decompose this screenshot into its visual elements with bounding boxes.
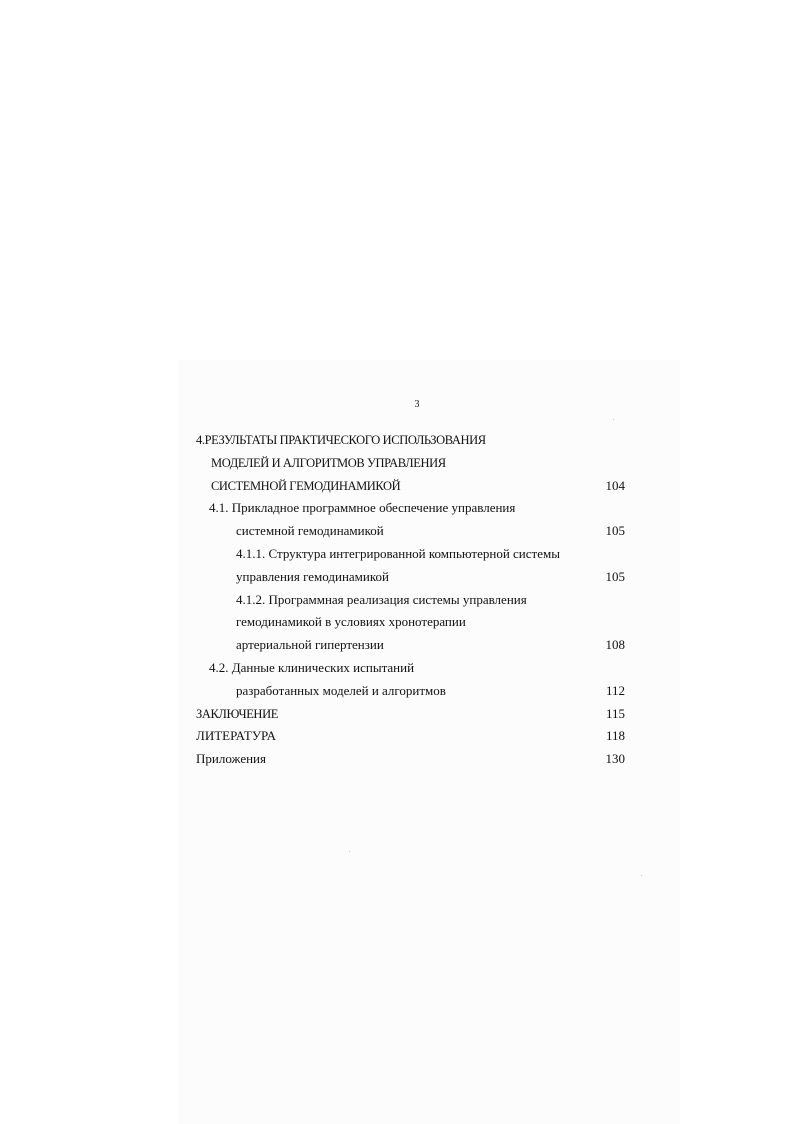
toc-chapter-4-title-line-2: МОДЕЛЕЙ И АЛГОРИТМОВ УПРАВЛЕНИЯ [211, 456, 446, 470]
toc-section-4-2-line-2: разработанных моделей и алгоритмов [236, 683, 446, 698]
toc-conclusion: ЗАКЛЮЧЕНИЕ [196, 707, 278, 721]
scan-speck [641, 875, 642, 876]
toc-section-4-2-line-1: 4.2. Данные клинических испытаний [209, 660, 415, 675]
toc-chapter-4-title-line-3: СИСТЕМНОЙ ГЕМОДИНАМИКОЙ [211, 479, 401, 493]
toc-section-4-1-2-line-3: артериальной гипертензии [236, 637, 384, 652]
toc-section-4-2-page: 112 [605, 683, 625, 698]
toc-chapter-4-title-line-1: 4.РЕЗУЛЬТАТЫ ПРАКТИЧЕСКОГО ИСПОЛЬЗОВАНИЯ [196, 433, 486, 447]
toc-section-4-1-1-line-2: управления гемодинамикой [236, 569, 389, 584]
toc-section-4-1-1-page: 105 [605, 569, 625, 584]
toc-section-4-1-page: 105 [605, 523, 625, 538]
toc-chapter-4-page: 104 [605, 478, 625, 493]
toc-appendices-page: 130 [605, 751, 625, 766]
toc-section-4-1-2-line-2: гемодинамикой в условиях хронотерапии [236, 614, 466, 629]
toc-section-4-1-line-1: 4.1. Прикладное программное обеспечение управления [209, 500, 516, 515]
toc-section-4-1-2-page: 108 [605, 637, 625, 652]
scan-speck [613, 419, 614, 420]
toc-literature: ЛИТЕРАТУРА [196, 728, 276, 743]
toc-section-4-1-line-2: системной гемодинамикой [236, 523, 384, 538]
toc-literature-page: 118 [605, 728, 625, 743]
page-number: 3 [414, 399, 420, 410]
toc-conclusion-page: 115 [605, 706, 625, 721]
toc-section-4-1-2-line-1: 4.1.2. Программная реализация системы управления [236, 592, 527, 607]
scan-speck [349, 851, 350, 852]
toc-section-4-1-1-line-1: 4.1.1. Структура интегрированной компьютерной системы [236, 546, 560, 561]
toc-appendices: Приложения [196, 751, 266, 766]
